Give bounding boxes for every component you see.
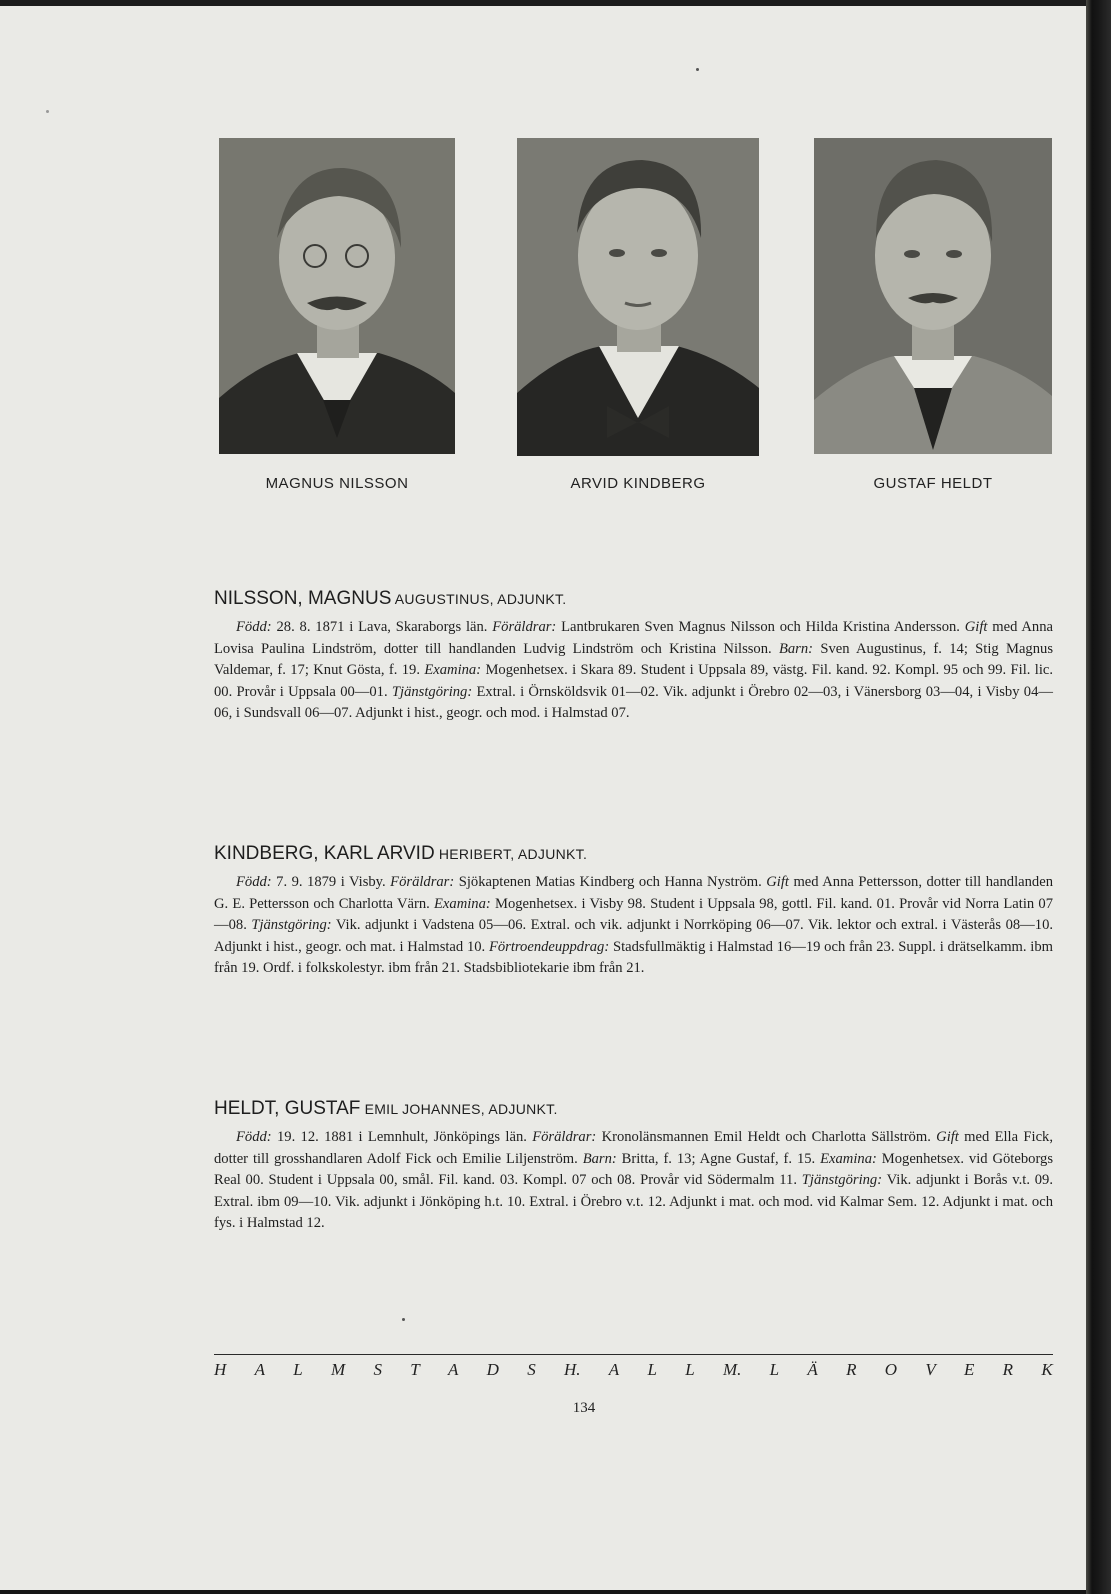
entry-field-label: Född: <box>236 1129 272 1145</box>
entry-heading-name: NILSSON, MAGNUS <box>214 588 392 609</box>
portrait-magnus-nilsson <box>219 138 455 454</box>
paper-speck <box>402 1318 405 1321</box>
footer-letter: M <box>330 1360 346 1379</box>
biography-entry-kindberg <box>214 843 1053 980</box>
footer-letter: L <box>685 1360 695 1379</box>
footer-letter: A <box>447 1360 459 1379</box>
entry-heading <box>214 1098 1053 1120</box>
entry-field-label: Föräldrar: <box>532 1129 597 1145</box>
footer-letter: E <box>964 1360 975 1379</box>
entry-text: Sjökaptenen Matias Kindberg och Hanna Nyström. <box>454 874 767 890</box>
entry-field-label: Född: <box>236 874 272 890</box>
entry-text: med Anna Lovisa Paulina Lindström, dotter till handlanden Ludvig Lindström och Kristina Nilsson. <box>214 619 1053 657</box>
footer-letter: A <box>608 1360 620 1379</box>
entry-text: Mogenhetsex. vid Göteborgs Real 00. Student i Uppsala 00, smål. Fil. kand. 03. Kompl. 07 och 08. Provår vid Södermalm 11. <box>214 1150 1054 1189</box>
entry-heading-title: AUGUSTINUS, ADJUNKT. <box>391 591 567 607</box>
entry-body <box>214 1127 1053 1235</box>
footer-letter: T <box>410 1360 420 1379</box>
entry-heading <box>214 588 1053 610</box>
entry-field-label: Barn: <box>582 1150 617 1167</box>
paper-speck <box>46 110 49 113</box>
footer-letter: A <box>254 1360 265 1379</box>
entry-field-label: Föräldrar: <box>492 619 557 635</box>
footer-letter: S <box>373 1360 382 1379</box>
entry-text: Sven Augustinus, f. 14; Stig Magnus Valdemar, f. 17; Knut Gösta, f. 19. <box>214 640 1053 679</box>
biography-entry-heldt <box>214 1098 1053 1235</box>
entry-heading-title: HERIBERT, ADJUNKT. <box>434 846 588 862</box>
entry-heading-title: EMIL JOHANNES, ADJUNKT. <box>360 1101 558 1117</box>
footer-letter: R <box>846 1360 857 1379</box>
footer-letter: H <box>214 1360 227 1379</box>
entry-heading-name: KINDBERG, KARL ARVID <box>214 843 435 864</box>
paper-speck <box>696 68 699 71</box>
portrait-caption-2: ARVID KINDBERG <box>570 475 706 492</box>
entry-body <box>214 617 1053 725</box>
entry-field-label: Tjänstgöring: <box>391 683 473 700</box>
entry-field-label: Barn: <box>778 640 814 657</box>
footer-letter: R <box>1002 1360 1014 1379</box>
footer-letter: Ä <box>807 1360 818 1379</box>
biography-entry-nilsson <box>214 588 1053 725</box>
entry-text: Stadsfullmäktig i Halmstad 16—19 och från 23. Suppl. i drätselkamm. ibm från 19. Ordf. i folkskolestyr. ibm från 21. Stadsbibliotekarie ibm från 21. <box>214 938 1054 977</box>
page-top-edge <box>0 0 1086 6</box>
entry-field-label: Gift <box>766 874 789 890</box>
entry-field-label: Gift <box>936 1129 959 1145</box>
entry-heading <box>214 843 1053 865</box>
footer-letter: L <box>293 1360 303 1379</box>
portrait-arvid-kindberg <box>517 138 759 456</box>
footer-letter: M. <box>722 1360 742 1379</box>
portrait-caption-3: GUSTAF HELDT <box>873 475 993 492</box>
entry-text: med Anna Pettersson, dotter till handlanden G. E. Pettersson och Charlotta Värn. <box>214 874 1053 912</box>
portrait-caption-1: MAGNUS NILSSON <box>265 475 409 492</box>
footer-letter: O <box>884 1360 898 1379</box>
entry-body <box>214 872 1053 980</box>
entry-text: Britta, f. 13; Agne Gustaf, f. 15. <box>616 1150 821 1167</box>
footer-letter: L <box>647 1360 657 1379</box>
entry-text: 28. 8. 1871 i Lava, Skaraborgs län. <box>271 619 493 635</box>
footer-rule <box>214 1354 1053 1355</box>
entry-text: 19. 12. 1881 i Lemnhult, Jönköpings län. <box>271 1129 533 1145</box>
portrait-gustaf-heldt <box>814 138 1052 454</box>
entry-text: med Ella Fick, dotter till grosshandlaren Adolf Fick och Emilie Liljenström. <box>214 1129 1053 1167</box>
entry-field-label: Examina: <box>820 1150 877 1167</box>
footer-letter: H. <box>563 1360 581 1379</box>
entry-field-label: Gift <box>964 619 988 635</box>
entry-text: Extral. i Örnsköldsvik 01—02. Vik. adjunkt i Örebro 02—03, i Vänersborg 03—04, i Visby 04—06, i Sundsvall 06—07. Adjunkt i hist., geogr. och mod. i Halmstad 07. <box>214 683 1053 722</box>
entry-text: 7. 9. 1879 i Visby. <box>271 874 391 890</box>
entry-text: Kronolänsmannen Emil Heldt och Charlotta Sällström. <box>596 1129 937 1145</box>
entry-text: Mogenhetsex. i Visby 98. Student i Uppsala 98, gottl. Fil. kand. 01. Provår vid Norra Latin 07—08. <box>214 895 1053 934</box>
entry-text: Vik. adjunkt i Borås v.t. 09. Extral. ibm 09—10. Vik. adjunkt i Jönköping h.t. 10. Extral. i Örebro v.t. 12. Adjunkt i mat. och mod. vid Kalmar Sem. 12. Adjunkt i mat. och fys. i Halmstad 12. <box>214 1172 1053 1232</box>
footer-letter: V <box>925 1360 936 1379</box>
entry-field-label: Examina: <box>424 662 482 679</box>
page-number: 134 <box>572 1400 596 1416</box>
entry-field-label: Examina: <box>434 895 491 912</box>
running-footer <box>214 1360 1053 1380</box>
entry-field-label: Förtroendeuppdrag: <box>488 938 610 955</box>
entry-field-label: Tjänstgöring: <box>251 917 332 934</box>
footer-letter: L <box>769 1360 780 1379</box>
page-bottom-edge <box>0 1590 1086 1594</box>
entry-text: Mogenhetsex. i Skara 89. Student i Uppsala 89, västg. Fil. kand. 92. Kompl. 95 och 99. Fil. lic. 00. Provår i Uppsala 00—01. <box>214 662 1053 700</box>
footer-letter: S <box>527 1360 536 1379</box>
footer-letter: K <box>1041 1360 1053 1379</box>
entry-field-label: Tjänstgöring: <box>801 1172 883 1189</box>
entry-field-label: Föräldrar: <box>390 874 455 890</box>
entry-heading-name: HELDT, GUSTAF <box>214 1098 361 1119</box>
entry-field-label: Född: <box>236 619 272 635</box>
book-spine-edge <box>1086 0 1111 1594</box>
entry-text: Lantbrukaren Sven Magnus Nilsson och Hilda Kristina Andersson. <box>556 619 965 635</box>
entry-text: Vik. adjunkt i Vadstena 05—06. Extral. och vik. adjunkt i Norrköping 06—07. Vik. lektor och extral. i Västerås 08—10. Adjunkt i hist., geogr. och mat. i Halmstad 10. <box>214 917 1054 955</box>
footer-letter: D <box>486 1360 499 1379</box>
